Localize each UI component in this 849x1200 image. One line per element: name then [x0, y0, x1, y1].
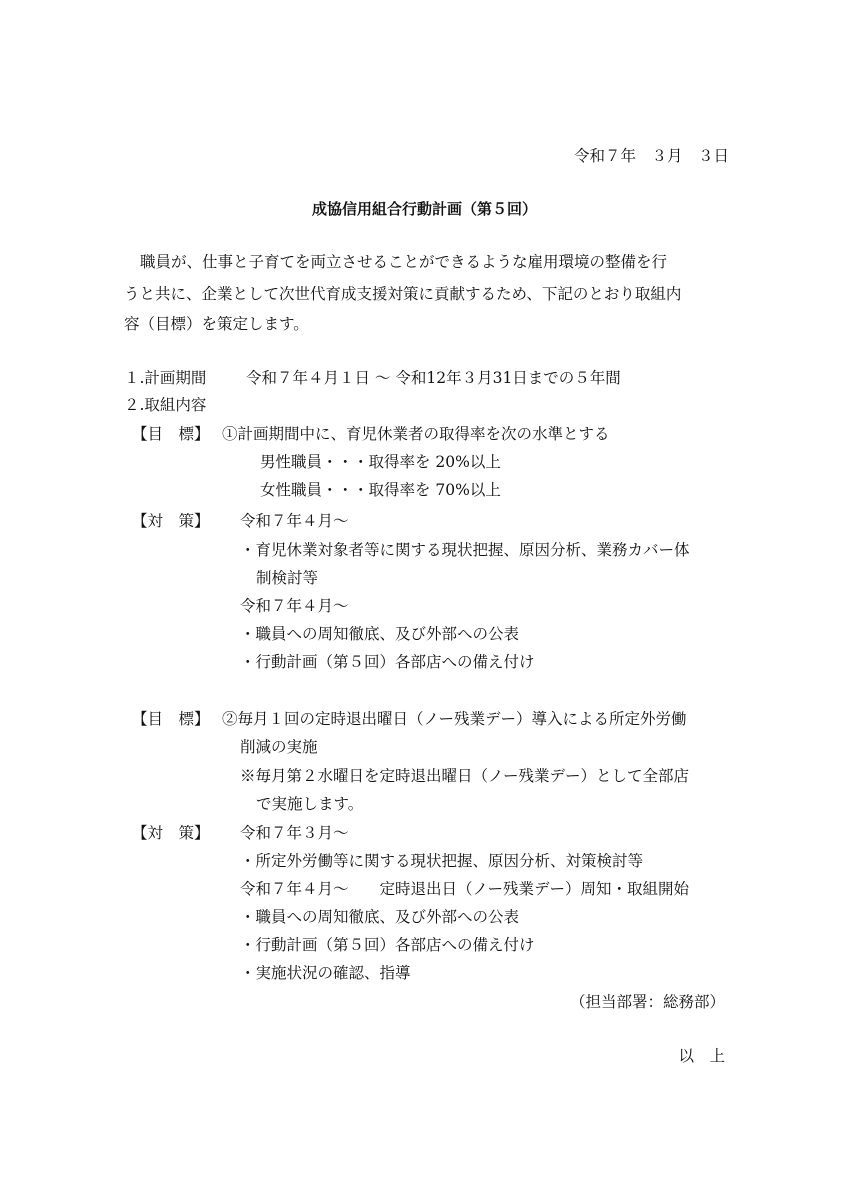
measures1-line-1: 令和７年４月〜	[240, 512, 349, 530]
measures1-label: 【対 策】	[132, 512, 210, 530]
intro-line-3: 容（目標）を策定します。	[124, 315, 309, 333]
department: （担当部署：総務部）	[569, 993, 725, 1011]
intro-line-2: うと共に、企業として次世代育成支援対策に貢献するため、下記のとおり取組内	[124, 285, 682, 303]
goal2-label: 【目 標】	[132, 710, 210, 728]
intro-line-1: 職員が、仕事と子育てを両立させることができるような雇用環境の整備を行	[140, 253, 668, 271]
measures2-label: 【対 策】	[132, 824, 210, 842]
measures1-line-2: ・育児休業対象者等に関する現状把握、原因分析、業務カバー体	[240, 541, 690, 559]
goal2-line-4: で実施します。	[256, 795, 364, 813]
measures1-line-5: ・職員への周知徹底、及び外部への公表	[240, 625, 520, 643]
goal2-line-2: 削減の実施	[240, 738, 318, 756]
period-value: 令和７年４月１日 〜 令和12年３月31日までの５年間	[246, 369, 621, 387]
date: 令和７年 ３月 ３日	[573, 147, 729, 165]
document-title: 成協信用組合行動計画（第５回）	[311, 200, 537, 218]
period-label: １.計画期間	[124, 369, 207, 387]
measures2-line-6: ・実施状況の確認、指導	[240, 964, 411, 982]
measures1-line-6: ・行動計画（第５回）各部店への備え付け	[240, 653, 535, 671]
closing: 以 上	[678, 1047, 725, 1065]
goal1-item-male: 男性職員・・・取得率を 20%以上	[260, 453, 501, 471]
measures1-line-4: 令和７年４月〜	[240, 597, 349, 615]
measures2-line-4: ・職員への周知徹底、及び外部への公表	[240, 908, 520, 926]
goal2-line-3: ※毎月第２水曜日を定時退出曜日（ノー残業デー）として全部店	[240, 767, 690, 785]
measures2-line-3: 令和７年４月〜 定時退出日（ノー残業デー）周知・取組開始	[240, 880, 690, 898]
measures2-line-2: ・所定外労働等に関する現状把握、原因分析、対策検討等	[240, 852, 644, 870]
contents-label: ２.取組内容	[124, 396, 207, 414]
goal2-line-1: ②毎月１回の定時退出曜日（ノー残業デー）導入による所定外労働	[222, 710, 687, 728]
goal1-text: ①計画期間中に、育児休業者の取得率を次の水準とする	[222, 425, 610, 443]
goal1-label: 【目 標】	[132, 425, 210, 443]
measures2-line-5: ・行動計画（第５回）各部店への備え付け	[240, 936, 535, 954]
measures2-line-1: 令和７年３月〜	[240, 824, 349, 842]
measures1-line-3: 制検討等	[256, 569, 319, 587]
goal1-item-female: 女性職員・・・取得率を 70%以上	[260, 481, 501, 499]
